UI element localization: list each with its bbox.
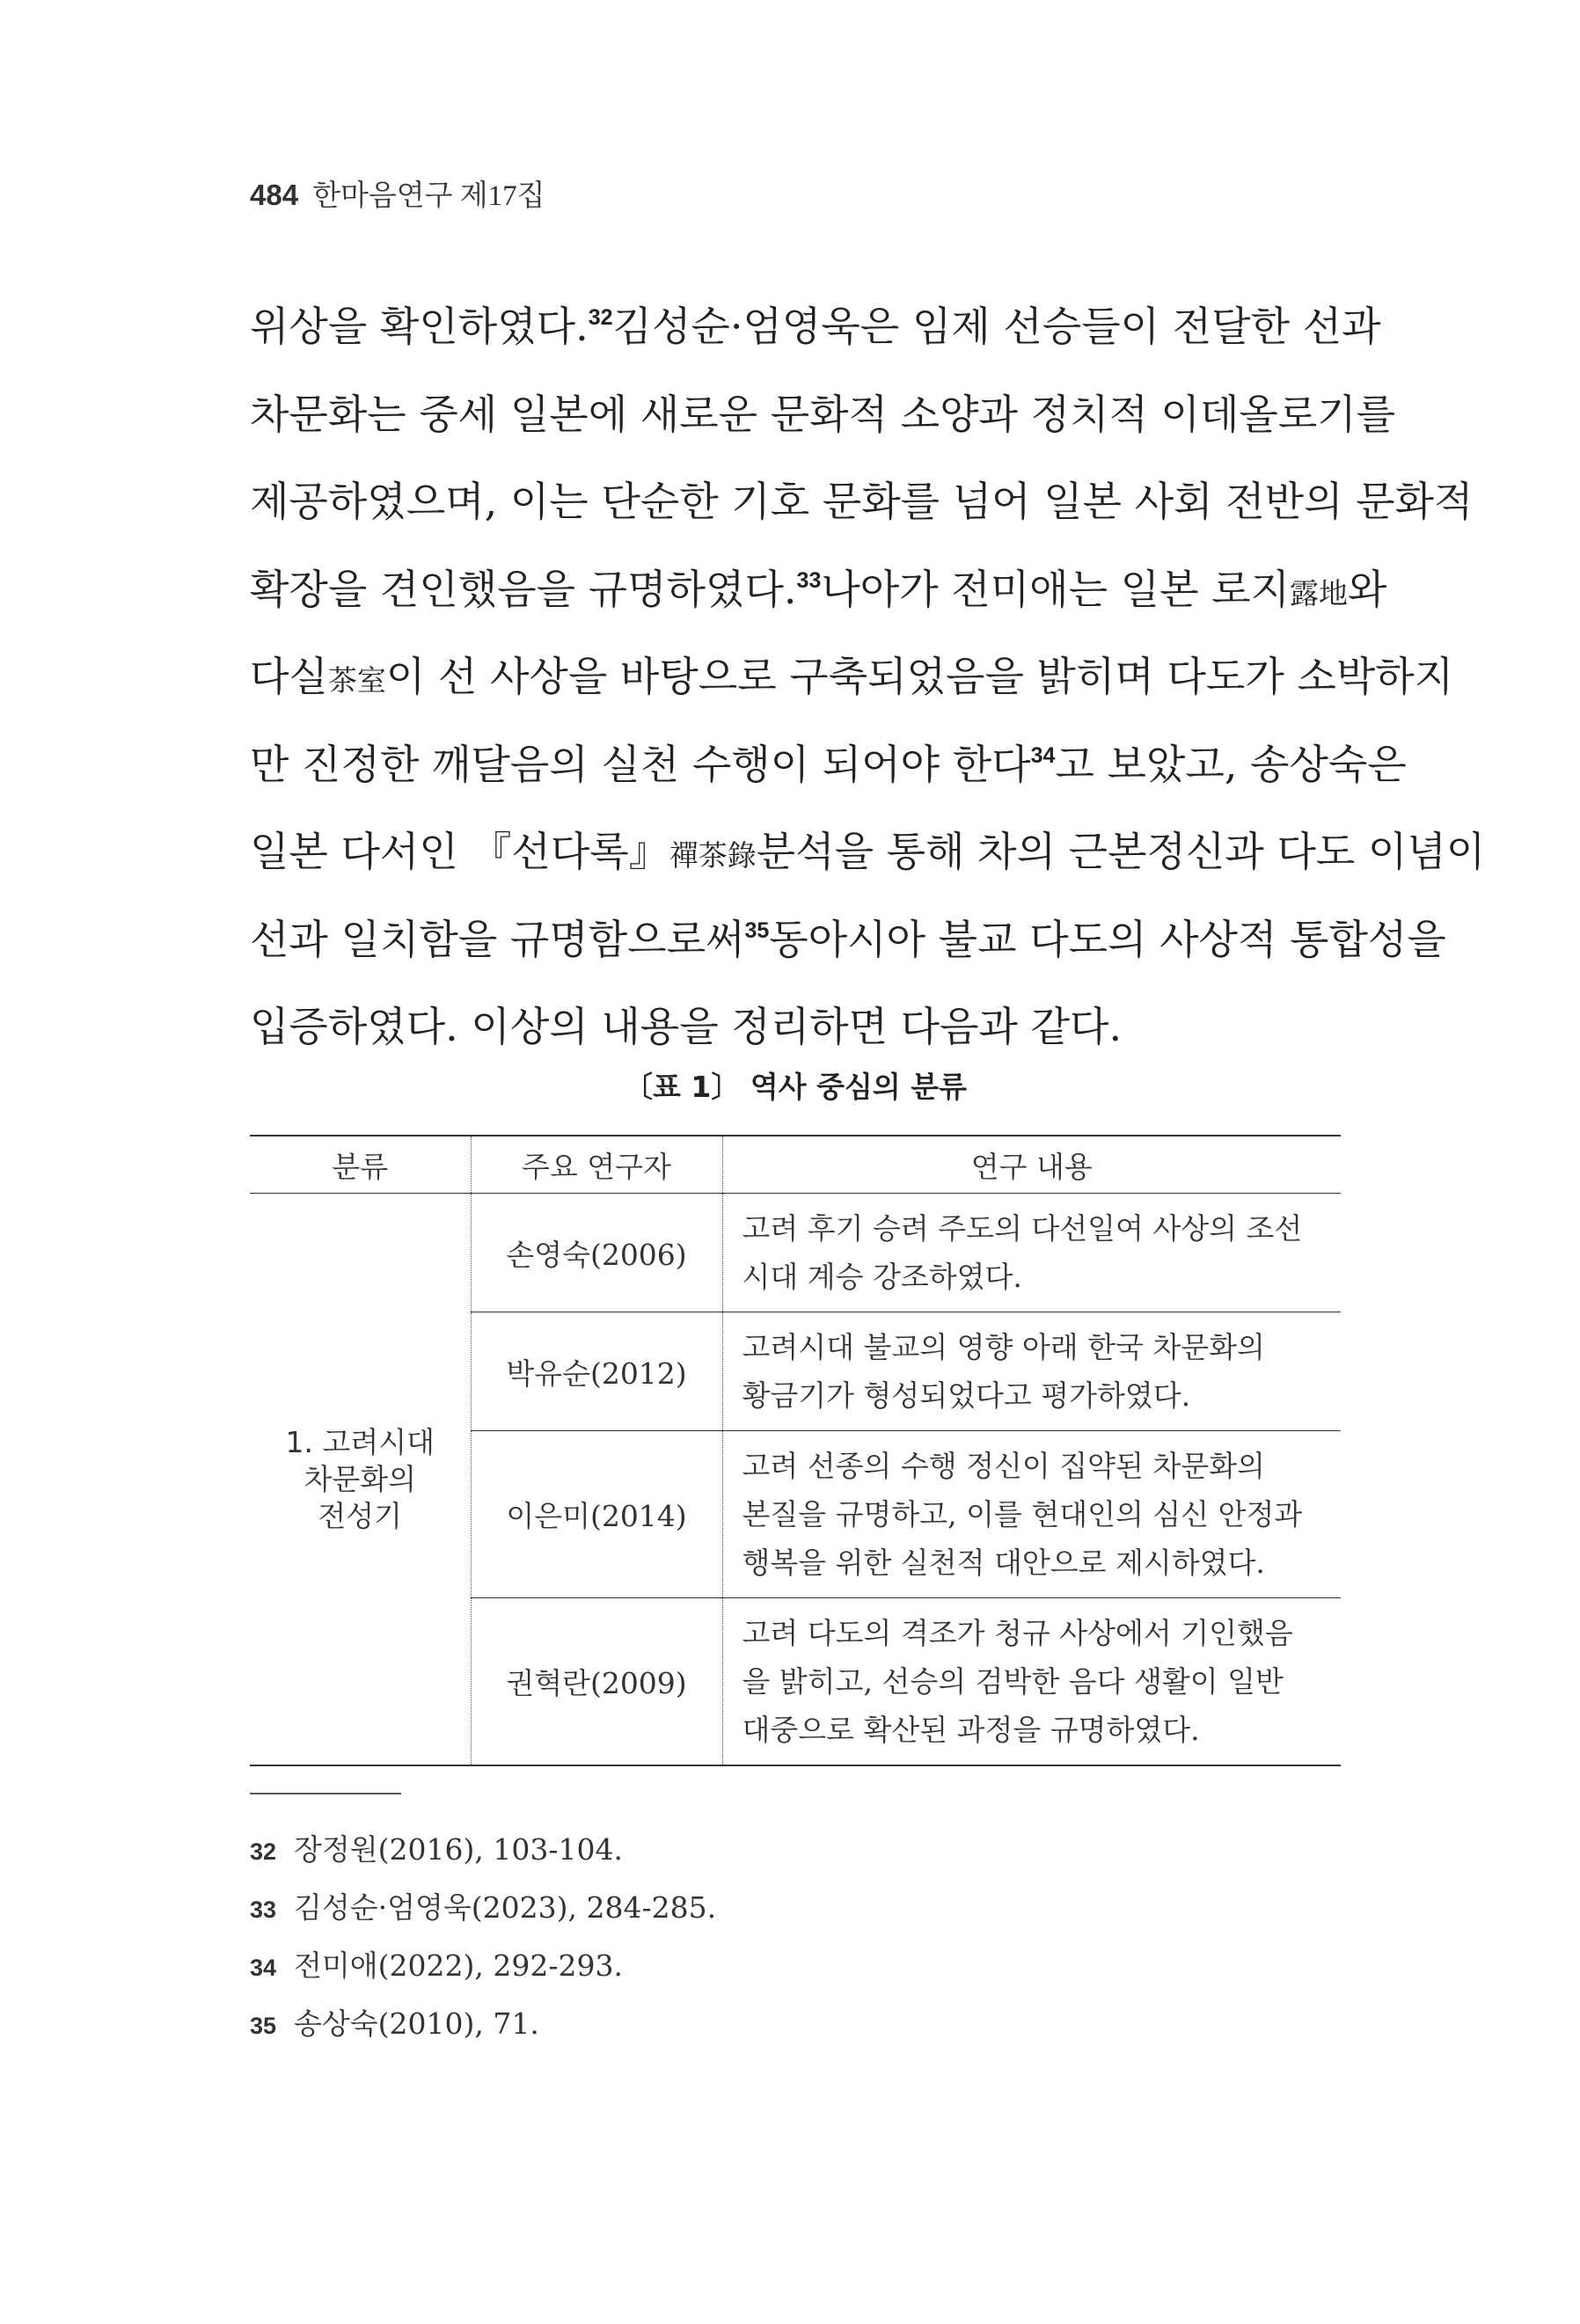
body-text-segment: 고 보았고, 송상숙은 — [1055, 740, 1407, 788]
footnote — [250, 1937, 716, 1995]
body-line — [250, 633, 1454, 721]
footnote-ref[interactable]: 32 — [588, 305, 613, 330]
footnote-text: 송상숙(2010), 71. — [294, 2006, 539, 2041]
page-number: 484 — [250, 179, 299, 211]
content-cell — [722, 1312, 1341, 1431]
body-paragraph — [250, 283, 1486, 1071]
body-text-segment: 와 — [1348, 565, 1387, 613]
table-row — [250, 1194, 1341, 1312]
category-line: 1. 고려시대 — [285, 1424, 435, 1459]
content-cell — [722, 1194, 1341, 1312]
body-line — [250, 283, 1381, 371]
researcher-cell: 이은미(2014) — [471, 1431, 722, 1598]
body-text-segment: 만 진정한 깨달음의 실천 수행이 되어야 한다 — [250, 740, 1031, 788]
category-cell — [250, 1194, 471, 1766]
hanja-gloss: 禪茶錄 — [669, 838, 757, 873]
content-cell — [722, 1431, 1341, 1598]
column-header-content: 연구 내용 — [722, 1136, 1341, 1194]
content-line: 행복을 위한 실천적 대안으로 제시하였다. — [742, 1546, 1265, 1580]
footnote-divider — [250, 1793, 401, 1794]
researcher-cell: 박유순(2012) — [471, 1312, 722, 1431]
body-line: 입증하였다. 이상의 내용을 정리하면 다음과 같다. — [250, 1003, 1123, 1050]
body-line — [250, 808, 1486, 896]
footnote-ref[interactable]: 35 — [744, 917, 770, 943]
category-line: 전성기 — [318, 1498, 403, 1533]
table-header-row — [250, 1136, 1341, 1194]
body-text-segment: 이 선 사상을 바탕으로 구축되었음을 밝히며 다도가 소박하지 — [385, 653, 1454, 700]
footnote — [250, 1821, 716, 1879]
content-line: 고려시대 불교의 영향 아래 한국 차문화의 — [742, 1330, 1265, 1364]
body-line: 제공하였으며, 이는 단순한 기호 문화를 넘어 일본 사회 전반의 문화적 — [250, 478, 1474, 525]
content-line: 고려 선종의 수행 정신이 집약된 차문화의 — [742, 1449, 1265, 1483]
body-text-segment: 동아시아 불교 다도의 사상적 통합성을 — [769, 915, 1446, 963]
footnote-text: 전미애(2022), 292-293. — [294, 1948, 623, 1983]
body-line — [250, 546, 1387, 634]
footnote-ref[interactable]: 33 — [796, 567, 822, 593]
footnote-text: 김성순·엄영욱(2023), 284-285. — [294, 1890, 717, 1925]
body-text-segment: 분석을 통해 차의 근본정신과 다도 이념이 — [756, 828, 1486, 875]
body-text-segment: 김성순·엄영욱은 임제 선승들이 전달한 선과 — [612, 303, 1381, 350]
column-header-category: 분류 — [250, 1136, 471, 1194]
footnote-number: 34 — [250, 1955, 277, 1981]
content-line: 황금기가 형성되었다고 평가하였다. — [742, 1378, 1191, 1413]
body-text-segment: 나아가 전미애는 일본 로지 — [821, 565, 1291, 613]
body-text-segment: 선과 일치함을 규명함으로써 — [250, 915, 745, 963]
footnote-number: 32 — [250, 1838, 277, 1865]
body-text-segment: 다실 — [250, 653, 328, 700]
footnote-text: 장정원(2016), 103-104. — [294, 1832, 623, 1867]
body-text-segment: 위상을 확인하였다. — [250, 303, 589, 350]
footnote-ref[interactable]: 34 — [1030, 742, 1056, 768]
content-cell — [722, 1598, 1341, 1766]
hanja-gloss: 茶室 — [327, 663, 386, 698]
body-line: 차문화는 중세 일본에 새로운 문화적 소양과 정치적 이데올로기를 — [250, 390, 1396, 438]
footnote-number: 35 — [250, 2013, 277, 2039]
footnotes — [250, 1821, 716, 2053]
research-table — [250, 1135, 1341, 1766]
researcher-cell: 손영숙(2006) — [471, 1194, 722, 1312]
column-header-researcher: 주요 연구자 — [471, 1136, 722, 1194]
content-line: 을 밝히고, 선승의 검박한 음다 생활이 일반 — [742, 1664, 1284, 1699]
footnote-number: 33 — [250, 1896, 277, 1923]
footnote — [250, 1995, 716, 2053]
content-line: 본질을 규명하고, 이를 현대인의 심신 안정과 — [742, 1497, 1303, 1531]
content-line: 고려 다도의 격조가 청규 사상에서 기인했음 — [742, 1616, 1293, 1650]
content-line: 대중으로 확산된 과정을 규명하였다. — [742, 1713, 1200, 1747]
body-line — [250, 896, 1446, 984]
running-header — [250, 172, 545, 214]
body-text-segment: 일본 다서인 『선다록』 — [250, 828, 669, 875]
category-line: 차문화의 — [304, 1461, 416, 1496]
body-line — [250, 721, 1407, 809]
footnote — [250, 1879, 716, 1937]
table-caption: 〔표 1〕 역사 중심의 분류 — [624, 1070, 967, 1104]
researcher-cell: 권혁란(2009) — [471, 1598, 722, 1766]
content-line: 시대 계승 강조하였다. — [742, 1260, 1022, 1294]
content-line: 고려 후기 승려 주도의 다선일여 사상의 조선 — [742, 1211, 1303, 1246]
body-text-segment: 확장을 견인했음을 규명하였다. — [250, 565, 797, 613]
hanja-gloss: 露地 — [1290, 575, 1349, 610]
journal-title: 한마음연구 제17집 — [312, 180, 545, 212]
